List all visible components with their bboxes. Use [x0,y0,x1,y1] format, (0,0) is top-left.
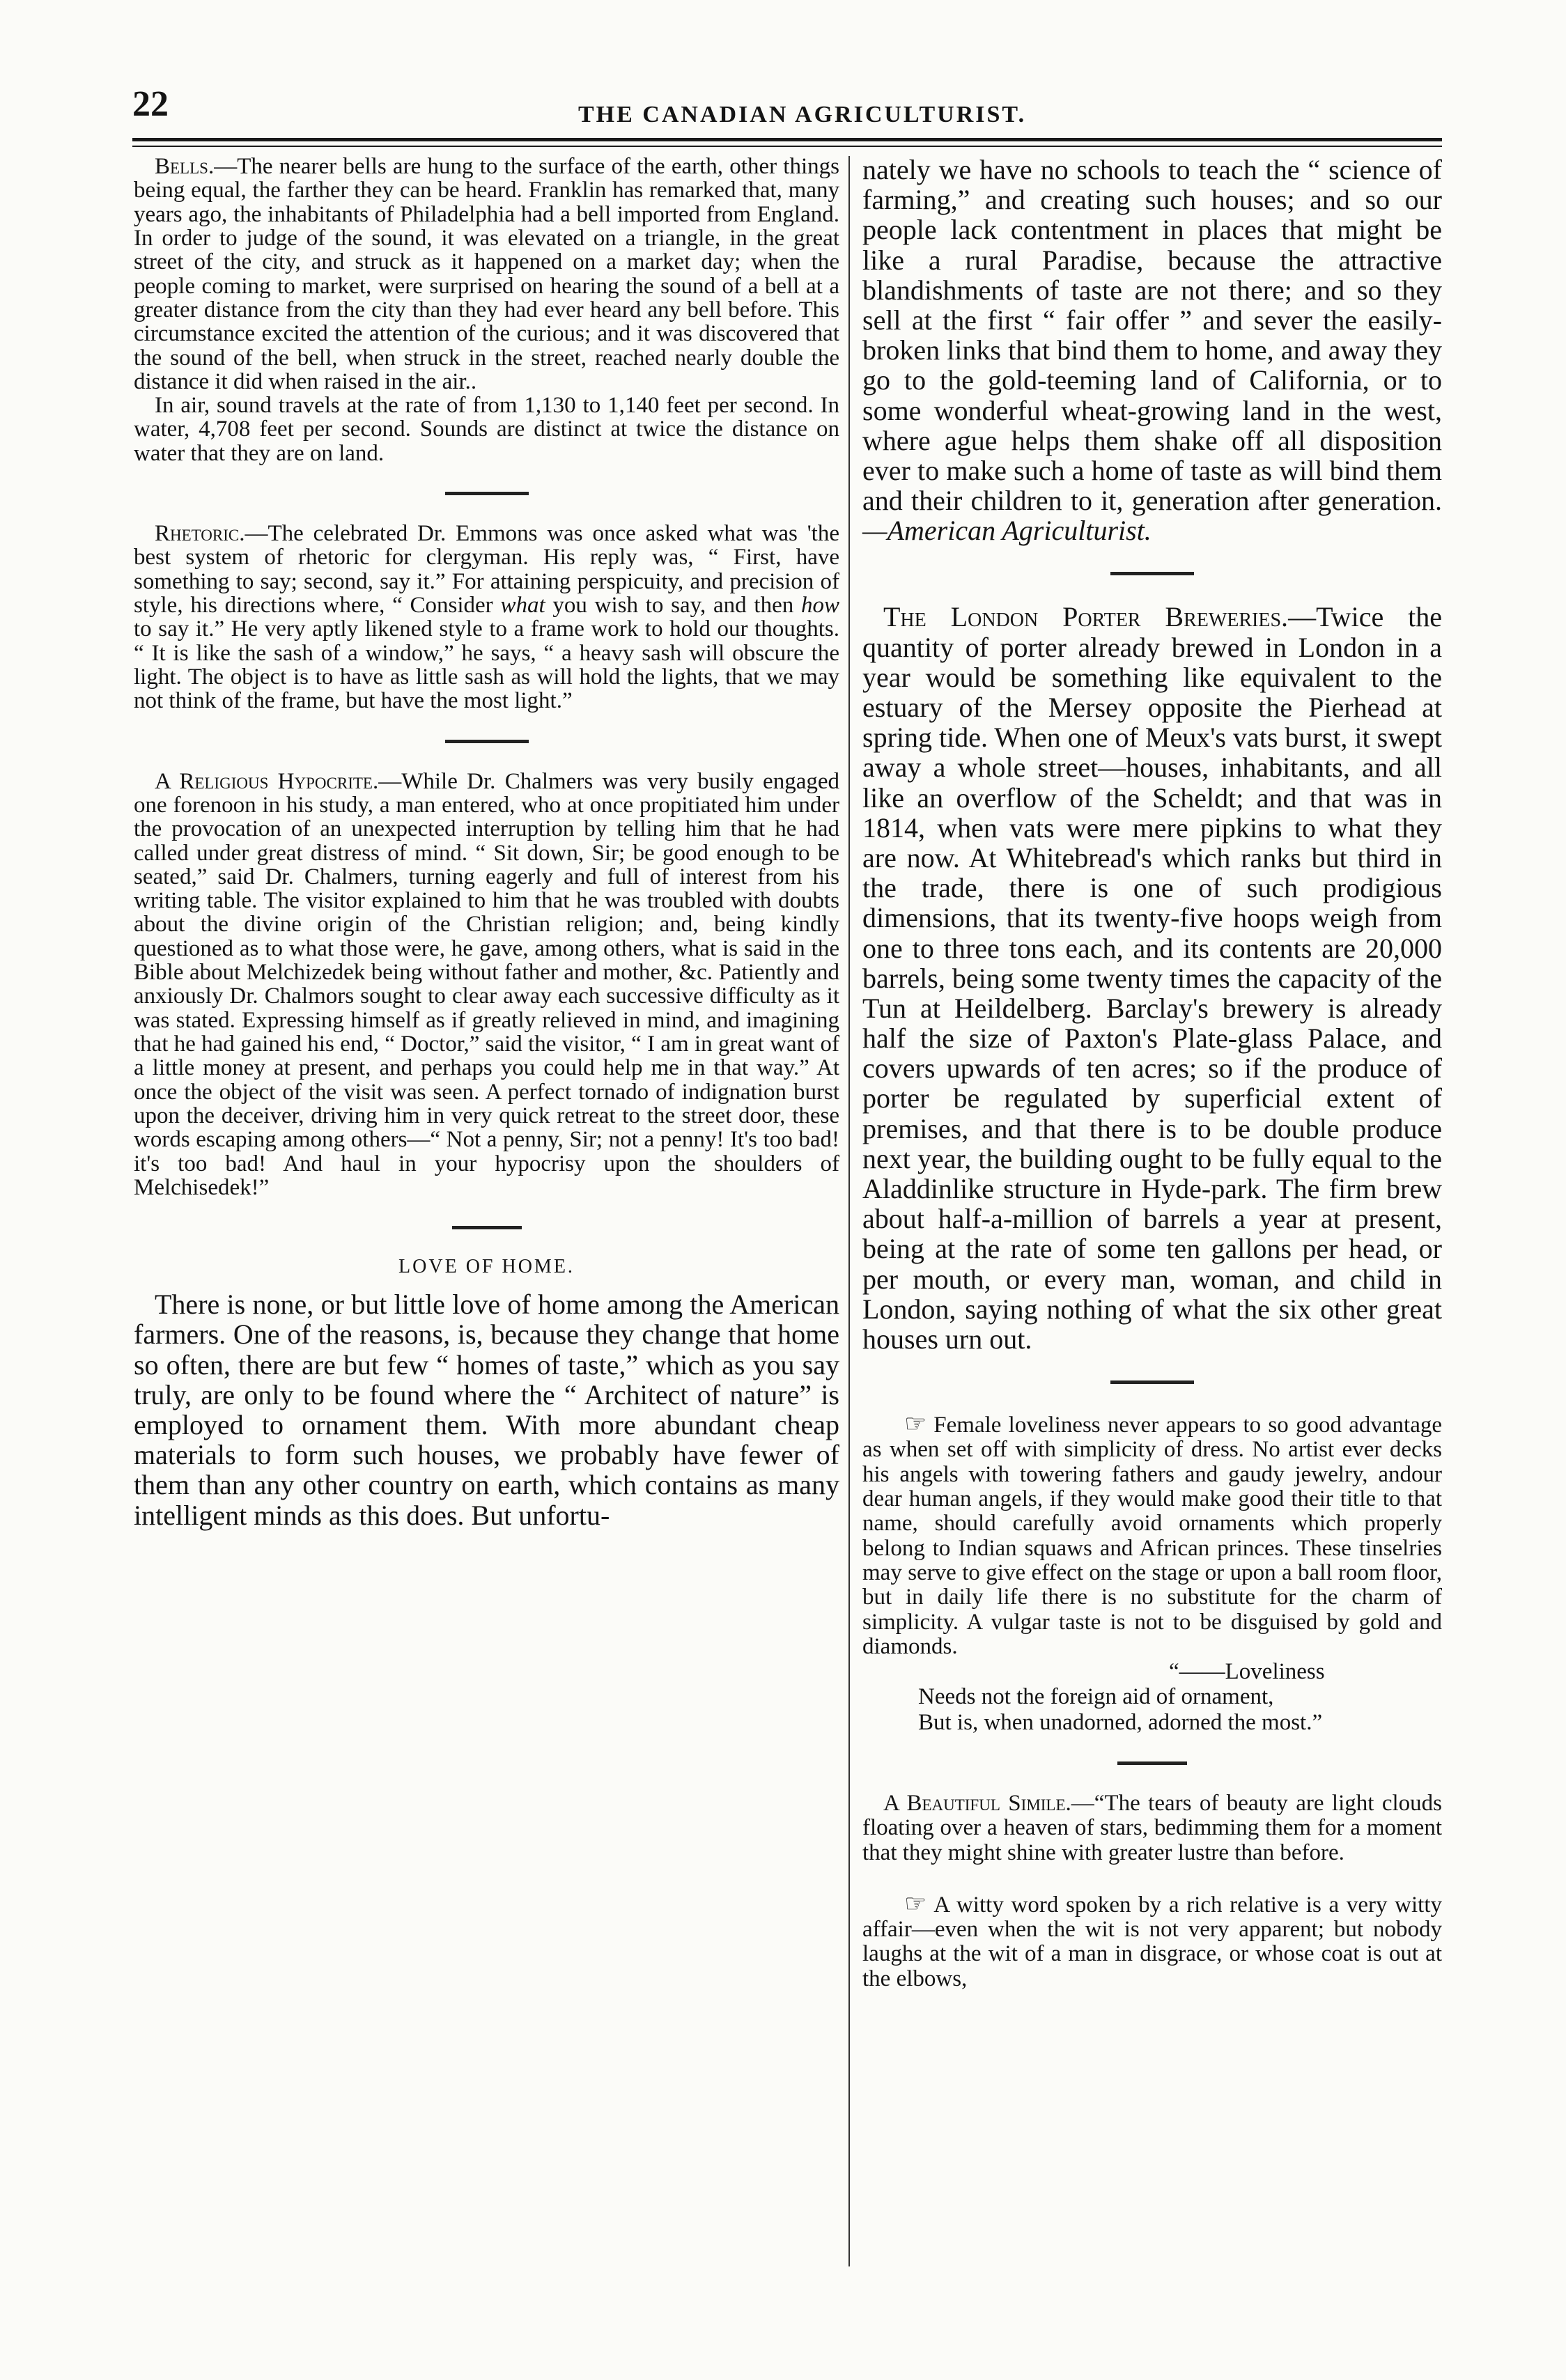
hypocrite-text: —While Dr. Chalmers was very busily engaged one forenoon in his study, a man entered, who at once propitiated him under the provocation of an unexpected interruption by telling him that he had called under great distress of mind. “ Sit down, Sir; be good enough to be seated,” said Dr. Chalmers, turning eagerly and full of interest from his writing table. The visitor explained to him that he was troubled with doubts about the divine origin of the Christian religion; and, being kindly questioned as to what those were, he gave, among others, what is said in the Bible about Melchizedek being without father and mother, &c. Patiently and anxiously Dr. Chalmors sought to clear away each successive difficulty as it was stated. Expressing himself as if greatly relieved in mind, and imagining that he had gained his end, “ Doctor,” said the visitor, “ I am in great want of a little money at present, and perhaps you could help me in that way.” At once the object of the visit was seen. A perfect tornado of indignation burst upon the deceiver, driving him in very quick retreat to the street door, these words escaping among others—“ Not a penny, Sir; not a penny! It's too bad! it's too bad! And haul in your hypocrisy upon the shoulders of Melchisedek!” [134,768,840,1200]
column-divider [848,156,850,2266]
love-of-home-heading: LOVE OF HOME. [398,1256,575,1278]
porter-text: —Twice the quantity of porter already brewed in London in a year would be something like equivalent to the estuary of the Mersey opposite the Pierhead at spring tide. When one of Meux's vats burst, it swept away a whole street—houses, inhabitants, and all like an overflow of the Scheldt; and that was in 1814, when vats were mere pipkins to what they are now. At Whitebread's which ranks but third in the trade, there is one of such prodigious dimensions, that its twenty-five hoops weigh from one to three tons each, and its contents are 20,000 barrels, being some twenty times the capacity of the Tun at Heildelberg. Barclay's brewery is already half the size of Paxton's Plate-glass Palace, and covers upwards of ten acres; so if the produce of porter be regulated by superficial extent of premises, and that there is to be double produce next year, the building ought to be fully equal to the Aladdinlike structure in Hyde-park. The firm brew about half-a-million of barrels a year at present, being at the rate of some ten gallons per head, or per mouth, or every man, woman, and child in London, saying nothing of what the six other great houses urn out. [862,601,1442,1355]
rhetoric-text-3: to say it.” He very aptly likened style to a frame work to hold our thoughts. “ It is like the sash of a window,” he says, “ a heavy sash will obscure the light. The object is to have as little sash as will hold the lights, that we may not think of the frame, but have the most light.” [134,616,839,714]
bells-lead: Bells. [155,154,215,179]
love-of-home-continued-paragraph [862,155,1442,545]
article-religious-hypocrite [134,770,839,1200]
article-love-of-home-continued [862,155,1442,545]
bells-paragraph-2: In air, sound travels at the rate of from 1,130 to 1,140 feet per second. In water, 4,708 feet per second. Sounds are distinct at twice the distance on water that they are on land. [134,393,839,466]
separator-rule [1117,1761,1187,1765]
porter-lead: The London Porter Breweries. [883,601,1289,633]
separator-rule [445,740,529,743]
pointing-hand-icon: ☞ [904,1889,927,1918]
love-of-home-continued-text: nately we have no schools to teach the “ science of farming,” and creating such houses; and so our people lack contentment in places that might be like a rural Paradise, because the attractive blandishments of taste are not there; and so they sell at the first “ fair offer ” and sever the easily-broken links that bind them to home, and away they go to the gold-teeming land of California, or to some wonderful wheat-growing land in the west, where ague helps them shake off all disposition ever to make such a home of taste as will bind them and their children to it, generation after generation. [862,154,1442,517]
separator-rule [1110,1380,1194,1384]
bells-paragraph-1 [134,155,839,394]
article-beautiful-simile [862,1791,1442,1865]
article-witty-word [862,1890,1442,1991]
pointing-hand-icon: ☞ [904,1410,927,1438]
simile-paragraph [862,1791,1442,1865]
love-of-home-source: —American Agriculturist. [862,515,1152,547]
left-column [134,155,839,1530]
witty-paragraph [862,1890,1442,1991]
hypocrite-paragraph [134,770,839,1200]
separator-rule [452,1226,522,1229]
article-bells [134,155,839,465]
right-column [862,155,1442,1991]
article-female-loveliness [862,1410,1442,1735]
article-rhetoric [134,522,839,713]
page-number: 22 [132,84,169,124]
running-title: THE CANADIAN AGRICULTURIST. [578,102,1027,127]
rhetoric-em-how: how [801,593,840,618]
simile-text: —“The tears of beauty are light clouds floating over a heaven of stars, bedimming them for a moment that they might shine with greater lustre than before. [862,1790,1442,1865]
verse-line-1: “——Loveliness [1169,1659,1325,1685]
rhetoric-lead: Rhetoric. [155,521,245,547]
simile-lead: A Beautiful Simile. [883,1790,1071,1816]
loveliness-verse [862,1659,1442,1735]
rhetoric-text-1: —The celebrated Dr. Emmons was once asked what was 'the best system of rhetoric for clergyman. His reply was, “ First, have something to say; second, say it.” For attaining perspicuity, and precision of style, his directions where, “ Consider [134,521,839,618]
verse-line-3: But is, when unadorned, adorned the most.” [918,1709,1323,1735]
rhetoric-em-what: what [500,593,545,618]
rhetoric-text-2: you wish to say, and then [545,593,801,618]
separator-rule [445,492,529,495]
verse-line-2: Needs not the foreign aid of ornament, [918,1684,1274,1710]
love-of-home-paragraph: There is none, or but little love of home among the American farmers. One of the reasons, is, because they change that home so often, there are but few “ homes of taste,” which as you say truly, are only to be found where the “ Architect of nature” is employed to ornament them. With more abundant cheap materials to form such houses, we probably have fewer of them than any other country on earth, which contains as many intelligent minds as this does. But unfortu- [134,1289,839,1531]
hypocrite-lead: A Religious Hypocrite. [155,768,379,794]
witty-text: A witty word spoken by a rich relative is a very witty affair—even when the wit is not very apparent; but nobody laughs at the wit of a man in disgrace, or whose coat is out at the elbows, [862,1892,1442,1991]
article-london-porter-breweries [862,602,1442,1354]
page-header [132,84,1442,139]
porter-paragraph [862,602,1442,1354]
loveliness-paragraph [862,1410,1442,1659]
loveliness-text: Female loveliness never appears to so good advantage as when set off with simplicity of dress. No artist ever decks his angels with towering fathers and gaudy jewelry, andour dear human angels, if they would make good their title to that name, should carefully avoid ornaments which properly belong to Indian squaws and African princes. These tinselries may serve to give effect on the stage or upon a ball room floor, but in daily life there is no substitute for the charm of simplicity. A vulgar taste is not to be disguised by gold and diamonds. [862,1413,1442,1659]
separator-rule [1110,572,1194,575]
article-love-of-home [134,1256,839,1530]
rhetoric-paragraph [134,522,839,713]
header-rule-thin [132,146,1442,147]
bells-text-1: —The nearer bells are hung to the surface of the earth, other things being equal, the farther they can be heard. Franklin has remarked that, many years ago, the inhabitants of Philadelphia had a bell imported from England. In order to judge of the sound, it was elevated on a triangle, in the great street of the city, and struck as it happened on a market day; when the people coming to market, were surprised on hearing the sound of a bell at a greater distance from the city than they had ever heard any bell before. This circumstance excited the attention of the curious; and it was discovered that the sound of the bell, when struck in the street, reached nearly double the distance it did when raised in the air.. [134,154,839,394]
header-rule-thick [132,138,1442,141]
